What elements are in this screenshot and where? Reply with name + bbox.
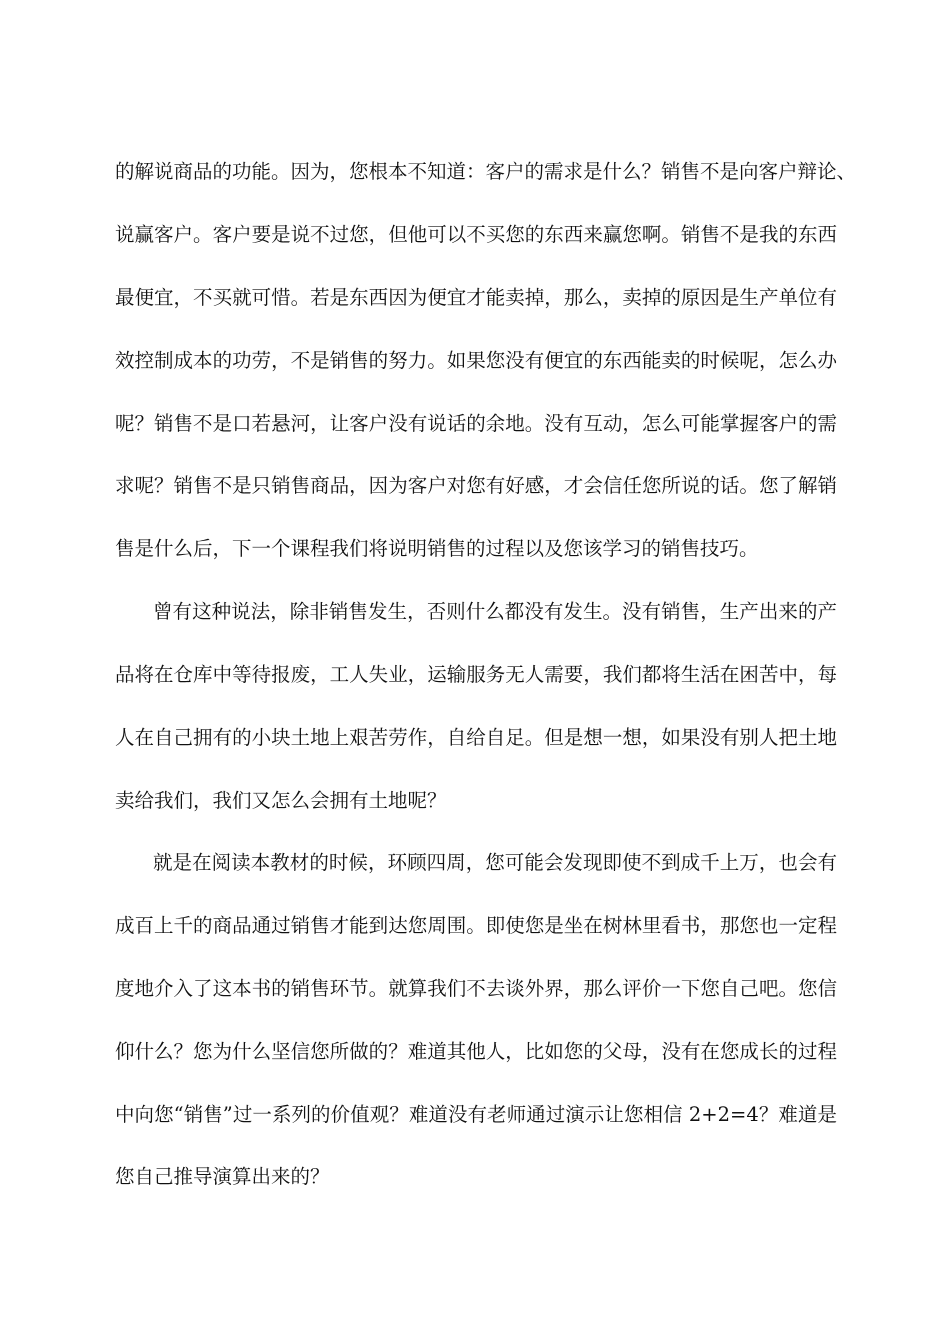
text-line: 度地介入了这本书的销售环节。就算我们不去谈外界，那么评价一下您自己吧。您信 [115, 977, 837, 1000]
text-line: 卖给我们，我们又怎么会拥有土地呢？ [115, 789, 447, 812]
text-line: 品将在仓库中等待报废，工人失业，运输服务无人需要，我们都将生活在困苦中，每 [115, 663, 837, 686]
paragraph-first-line: 就是在阅读本教材的时候，环顾四周，您可能会发现即使不到成千上万，也会有 [153, 851, 837, 874]
text-line: 呢？销售不是口若悬河，让客户没有说话的余地。没有互动，怎么可能掌握客户的需 [115, 412, 837, 435]
text-line: 说赢客户。客户要是说不过您，但他可以不买您的东西来赢您啊。销售不是我的东西 [115, 223, 837, 246]
text-line: 求呢？销售不是只销售商品，因为客户对您有好感，才会信任您所说的话。您了解销 [115, 474, 837, 497]
text-line: 人在自己拥有的小块土地上艰苦劳作，自给自足。但是想一想，如果没有别人把土地 [115, 726, 837, 749]
text-line: 效控制成本的功劳，不是销售的努力。如果您没有便宜的东西能卖的时候呢，怎么办 [115, 349, 837, 372]
text-line: 的解说商品的功能。因为，您根本不知道：客户的需求是什么？销售不是向客户辩论、 [115, 160, 857, 183]
text-line: 最便宜，不买就可惜。若是东西因为便宜才能卖掉，那么，卖掉的原因是生产单位有 [115, 286, 837, 309]
paragraph-first-line: 曾有这种说法，除非销售发生，否则什么都没有发生。没有销售，生产出来的产 [153, 600, 837, 623]
text-line: 售是什么后，下一个课程我们将说明销售的过程以及您该学习的销售技巧。 [115, 537, 759, 560]
text-line: 中向您“销售”过一系列的价值观？难道没有老师通过演示让您相信 2+2=4？难道是 [115, 1103, 837, 1126]
text-line: 成百上千的商品通过销售才能到达您周围。即使您是坐在树林里看书，那您也一定程 [115, 914, 837, 937]
text-line: 仰什么？您为什么坚信您所做的？难道其他人，比如您的父母，没有在您成长的过程 [115, 1040, 837, 1063]
text-line: 您自己推导演算出来的？ [115, 1165, 330, 1188]
